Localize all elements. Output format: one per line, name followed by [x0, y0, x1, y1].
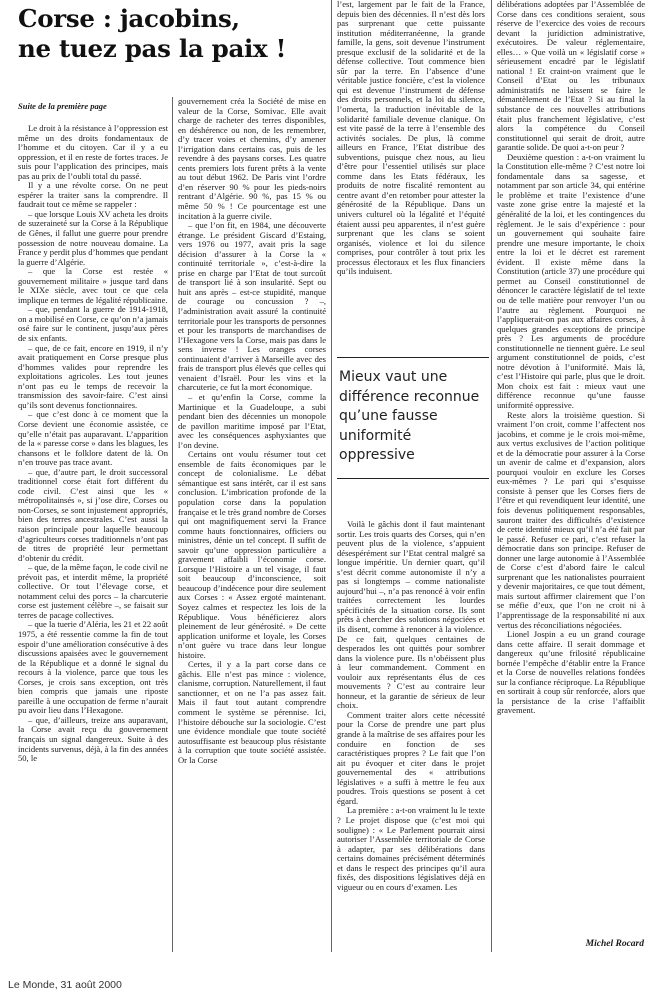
pullquote: Mieux vaut une différence reconnue qu’une fausse uniformité oppressive: [339, 369, 480, 463]
paragraph: Certes, il y a la part corse dans ce gâchis. Elle n’est pas mince : violence, clanisme, corruption. Naturellement, il faut sanctionner, et on ne l’a pas assez fait. Mais il faut tout autant comprendre comment le système se pérennise. Ici, l’histoire débouche sur la sociologie. C’est une évidence mondiale que toute société autosuffisante est beaucoup plus résistante à la corruption que toute société assistée. Or la Corse: [178, 659, 326, 765]
paragraph: – que la tuerie d’Aléria, les 21 et 22 août 1975, a été ressentie comme la fin de tout espoir d’une amélioration consécutive à des discussions apaisées avec le gouvernement de la République et a donné le signal du recours à la violence, parce que tous les Corses, je crois sans exception, ont très bien compris que jamais une riposte pareille à une occupation de ferme n’aurait pu avoir lieu dans l’Hexagone.: [18, 619, 168, 716]
paragraph: – que, de la même façon, le code civil ne prévoit pas, et interdit même, la propriété collective. Or tout l’élevage corse, et notamment celui des porcs – la charcuterie corse est justement célèbre –, se faisait sur terres de pacage collectives.: [18, 562, 168, 620]
paragraph: Comment traiter alors cette nécessité pour la Corse de prendre une part plus grande à la maîtrise de ses affaires pour les conduire en fonction de ses caractéristiques propres ? Le fait que l’on ait pu évoquer et citer dans le projet gouvernemental des « attributions législatives » a suffi à mettre le feu aux poudres. Trois questions se posent à cet égard.: [337, 709, 485, 806]
column-divider: [331, 0, 332, 952]
column-3-top: [337, 0, 485, 328]
column-1: [18, 124, 168, 952]
paragraph: délibérations adoptées par l’Assemblée de Corse dans ces conditions seraient, sous réserve de l’exercice des voies de recours devant la juridiction administrative, exécutoires. De valeur réglementaire, elles… » Que voilà un « législatif corse » sérieusement encadré par le législatif national ! Et craint-on vraiment que le Conseil d’Etat ou les tribunaux administratifs ne laissent se faire le démantèlement de l’Etat ? Si au final la substance de ces nouvelles attributions était plus franchement législative, c’est alors la compétence du Conseil constitutionnel qui serait de droit, autre garantie solide. De quoi a-t-on peur ?: [497, 0, 645, 153]
article-title: [18, 4, 308, 64]
paragraph: Voilà le gâchis dont il faut maintenant sortir. Les trois quarts des Corses, qui n’en peuvent plus de la violence, s’appuient désespérément sur l’Etat central malgré sa longue impéritie. Un dernier quart, qu’il s’est décrit comme autonomiste il n’y a pas si longtemps – comme nationaliste aujourd’hui –, n’a pas renoncé à voir enfin traitées correctement les lourdes spécificités de la situation corse. Ils sont prêts à chercher des solutions négociées et ils disent, comme à renoncer à la violence. De ce fait, quelques centaines de desperados les ont quittés pour sombrer dans la violence pure. Ils n’obéissent plus à leur commandement. Comment en vouloir aux représentants élus de ces mouvements ? C’est au contraire leur honneur, et la garantie de sérieux de leur choix.: [337, 520, 485, 711]
paragraph: – que, d’autre part, le droit successoral traditionnel corse était fort différent du code civil. C’est ainsi que les « métropolitainsés », si j’ose dire, Corses ou non-Corses, se sont injustement appropriés, bien des terres ancestrales. C’est aussi la raison principale pour laquelle beaucoup d’agriculteurs corses traditionnels n’ont pas de titres de propriété leur permettant d’obtenir du crédit.: [18, 466, 168, 563]
column-divider: [491, 0, 492, 952]
paragraph: Deuxième question : a-t-on vraiment lu la Constitution elle-même ? C’est notre loi fondamentale dans sa sagesse, et notamment par son article 34, qui entérine le problème et traite l’existence d’une vaste zone grise entre la majesté et la généralité de la loi, et les contingences du règlement. Je le sais d’expérience : pour un gouvernement qui souhaite faire prendre une mesure importante, le choix entre la loi et le décret est rarement évident. Il existe même dans la Constitution (article 37) une procédure qui permet au Conseil constitutionnel de dénoncer le caractère législatif de tel texte ou de telle matière pour renvoyer l’un ou l’autre au règlement. Pourquoi ne l’appliquerait-on pas aux affaires corses, à quelques grandes exceptions de principe près ? Les arguments de procédure constitutionnelle ne tiennent guère. Le seul argument constitutionnel de poids, c’est notre dévotion à l’uniformité. Mais là, c’est l’Histoire qui parle, plus que le droit. Mon choix est fait : mieux vaut une différence reconnue qu’une fausse uniformité oppressive.: [497, 151, 645, 410]
paragraph: – que la Corse est restée « gouvernement militaire » jusque tard dans le XIXe siècle, avec tout ce que cela implique en termes de légalité républicaine.: [18, 266, 168, 305]
title-line-2: ne tuez pas la paix !: [18, 34, 287, 63]
paragraph: Lionel Jospin a eu un grand courage dans cette affaire. Il serait dommage et dangereux qu’une frilosité républicaine bornée l’empêche d’établir entre la France et la Corse de nouvelles relations fondées sur la confiance réciproque. La République en sortirait à coup sûr renforcée, alors que la persistance de la crise l’affaiblit gravement.: [497, 629, 645, 716]
column-4: [497, 0, 645, 935]
paragraph: Il y a une révolte corse. On ne peut espérer la traiter sans la comprendre. Il faudrait tout ce même se rappeler :: [18, 180, 168, 210]
paragraph: – que c’est donc à ce moment que la Corse devient une économie assistée, ce qu’elle n’était pas auparavant. L’apparition de la « paresse corse » dans les blagues, les chansons et le folklore datent de là. On n’en trouve pas trace avant.: [18, 409, 168, 468]
paragraph: – que lorsque Louis XV acheta les droits de suzeraineté sur la Corse à la République de Gênes, il fallut une guerre pour prendre possession de notre nouveau domaine. La France y perdit plus d’hommes que pendant la guerre d’Algérie.: [18, 208, 168, 267]
continuation-note: Suite de la première page: [18, 101, 107, 111]
paragraph: Certains ont voulu résumer tout cet ensemble de faits économiques par le concept de colonialisme. Le débat sémantique est sans intérêt, car il est sans conclusion. L’imbrication profonde de la population corse dans la population française et le très grand nombre de Corses qui ont magnifiquement servi la France comme hauts fonctionnaires, officiers ou ministres, dénie un tel concept. Il suffit de savoir qu’une oppression particulière a gravement affaibli l’économie corse. Lorsque l’Histoire a un tel visage, il faut soit beaucoup d’inconscience, soit beaucoup d’indécence pour dire seulement aux Corses : « Assez ergoté maintenant. Soyez calmes et respectez les lois de la République. Vous bénéficierez alors pleinement de leur générosité. » De cette application uniforme et loyale, les Corses n’ont guère vu trace dans leur longue histoire.: [178, 449, 326, 660]
paragraph: – que, pendant la guerre de 1914-1918, on a mobilisé en Corse, ce qu’on n’a jamais osé faire sur le continent, jusqu’aux pères de six enfants.: [18, 304, 168, 344]
column-2: [178, 97, 326, 957]
paragraph: gouvernement créa la Société de mise en valeur de la Corse, Somivac. Elle avait charge de racheter des terres disponibles, en déshérence ou non, de les remembrer, d’y tracer voies et chemins, d’y amener l’irrigation dans certains cas, puis de les revendre à des paysans corses. Les quatre cents premiers lots furent prêts à la vente au tout début 1962. De Paris vint l’ordre d’en réserver 90 % pour les pieds-noirs rentrant d’Algérie. 90 %, pas 15 % ou même 50 % ! Ce pourcentage est une incitation à la guerre civile.: [178, 97, 326, 221]
pullquote-box: [337, 357, 489, 479]
paragraph: La première : a-t-on vraiment lu le texte ? Le projet dispose que (c’est moi qui souligne) : « Le Parlement pourrait ainsi autoriser l’Assemblée territoriale de Corse à adapter, par ses délibérations dans certains domaines précisément déterminés et dans le respect des principes qu’il aura fixés, des dispositions législatives déjà en vigueur ou en cours d’examen. Les: [337, 805, 485, 892]
author-signature: Michel Rocard: [585, 939, 644, 949]
paragraph: – que l’on fit, en 1984, une découverte étrange. Le président Giscard d’Estaing, vers 1976 ou 1977, avait pris la sage décision d’assurer à la Corse la « continuité territoriale », c’est-à-dire la prise en charge par l’Etat de tout surcoût de transport lié à son insularité. Sept ou huit ans après – est-ce stupidité, manque de courage ou concussion ? –, l’administration avait assuré la continuité territoriale pour les transports de personnes et pour les transports de marchandises de l’Hexagone vers la Corse, mais pas dans le sens inverse ! Les oranges corses continuaient d’arriver à Marseille avec des frais de transport plus élevés que celles qui venaient d’Israël. Pour les vins et la charcuterie, ce fut la mort économique.: [178, 220, 326, 393]
paragraph: – et qu’enfin la Corse, comme la Martinique et la Guadeloupe, a subi pendant bien des décennies un monopole de pavillon maritime imposé par l’Etat, avec les conséquences asphyxiantes que l’on devine.: [178, 391, 326, 450]
title-line-1: Corse : jacobins,: [18, 4, 240, 33]
paragraph: Reste alors la troisième question. Si vraiment l’on croit, comme l’affectent nos jacobins, et comme je le crois moi-même, aux vertus exclusives de l’action politique et de la démocratie pour assurer à la Corse un avenir de calme et d’expansion, alors pourquoi vouloir en exclure les Corses eux-mêmes ? Le pari qui s’esquisse consiste à penser que les Corses fiers de l’être et qui revendiquent leur identité, une fois devenus politiquement responsables, sauront traiter des difficultés d’existence de cette identité mieux qu’il n’a été fait par le passé. Refuser ce pari, c’est refuser la démocratie dans son principe. Refuser de donner une large autonomie à l’Assemblée de Corse c’est d’abord faire le calcul surprenant que les nationalistes pourraient y devenir majoritaires, ce que tout dément, mais surtout affirmer clairement que l’on se méfie d’eux, que l’on ne croit ni à l’apprentissage de la responsabilité ni aux vertus des réconciliations négociées.: [497, 409, 645, 630]
source-footer: Le Monde, 31 août 2000: [8, 979, 122, 991]
column-3-bottom: [337, 520, 485, 952]
column-divider: [172, 97, 173, 952]
paragraph: – que, de ce fait, encore en 1919, il n’y avait pratiquement en Corse presque plus d’hommes valides pour reprendre les exploitations agricoles. Les tout jeunes n’ont pas eu le temps de recevoir la transmission des savoir-faire. C’est ainsi qu’ils sont devenus fonctionnaires.: [18, 342, 168, 410]
paragraph: – que, d’ailleurs, treize ans auparavant, la Corse avait reçu du gouvernement français un signal dangereux. Suite à des incidents survenus, déjà, à la fin des années 50, le: [18, 714, 168, 764]
paragraph: l’est, largement par le fait de la France, depuis bien des décennies. Il n’est dès lors pas surprenant que cette puissante institution méditerranéenne, la grande famille, la gens, soit devenue l’instrument presque exclusif de la solidarité et de la défense collective. Tout commence bien sûr par la terre. En l’absence d’une véritable justice foncière, c’est la violence qui est devenue l’instrument de défense des droits personnels, et la loi du silence, l’omerta, la traduction inévitable de la solidarité familiale devenue clanique. On est vite passé de la terre à l’ensemble des activités sociales. De plus, là comme ailleurs en France, l’Etat distribue des subventions, puisque chez nous, au lieu d’être pour l’essentiel utilisés sur place comme dans les Etats fédéraux, les produits de notre fiscalité remontent au centre avant d’en retomber pour attester la générosité de la République. Dans un univers culturel où la légalité et l’équité étaient aussi peu apparentes, il n’est guère surprenant que les clans se soient organisés, violence et loi du silence comprises, pour contrôler à tout prix les processus électoraux et les flux financiers qu’ils induisent.: [337, 0, 485, 277]
paragraph: Le droit à la résistance à l’oppression est même un des droits fondamentaux de l’homme et du citoyen. Car il y a eu oppression, et il en reste de fortes traces. Je suis pour l’application des principes, mais pas au prix de l’oubli total du passé.: [18, 124, 168, 181]
